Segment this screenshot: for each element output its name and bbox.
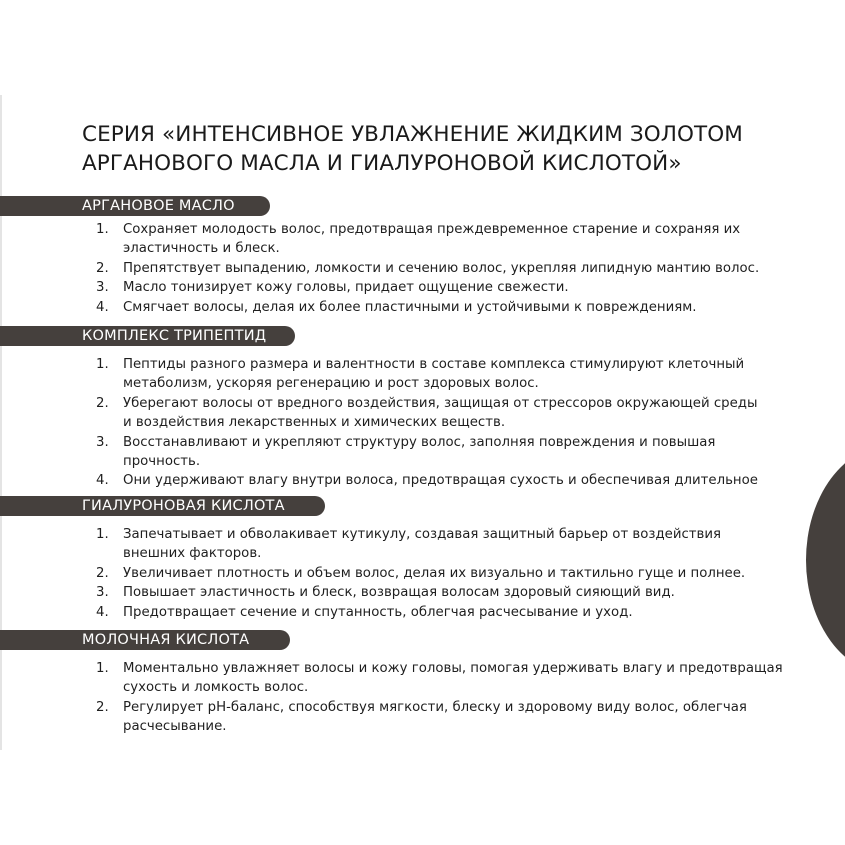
list-item: 1. Запечатывает и обволакивает кутикулу, создавая защитный барьер от воздействия внешних факторов.	[96, 527, 722, 562]
list-item: 1. Сохраняет молодость волос, предотвращая преждевременное старение и сохраняя их эластичность и блеск.	[96, 222, 741, 257]
section-lactic-acid	[0, 630, 820, 737]
title-line-2: АРГАНОВОГО МАСЛА И ГИАЛУРОНОВОЙ КИСЛОТОЙ»	[82, 151, 682, 176]
title-line-1: СЕРИЯ «ИНТЕНСИВНОЕ УВЛАЖНЕНИЕ ЖИДКИМ ЗОЛОТОМ	[82, 122, 743, 147]
section-hyaluronic-acid	[0, 496, 820, 622]
list-item: 3. Восстанавливают и укрепляют структуру волос, заполняя повреждения и повышая прочность.	[96, 434, 716, 470]
benefits-list	[0, 355, 820, 491]
section-heading-bar: КОМПЛЕКС ТРИПЕПТИД	[0, 326, 295, 346]
list-item: 3. Повышает эластичность и блеск, возвращая волосам здоровый сияющий вид.	[96, 585, 675, 601]
list-item: 2. Регулирует pH-баланс, способствуя мягкости, блеску и здоровому виду волос, облегчая расчесывание.	[96, 699, 747, 735]
list-item: 2. Увеличивает плотность и объем волос, делая их визуально и тактильно гуще и полнее.	[96, 565, 746, 581]
section-tripeptide-complex	[0, 326, 820, 491]
section-heading-bar: МОЛОЧНАЯ КИСЛОТА	[0, 630, 290, 650]
list-item: 1. Пептиды разного размера и валентности в составе комплекса стимулируют клеточный метаболизм, ускоряя регенерацию и рост здоровых волос.	[96, 357, 745, 392]
section-heading-bar: АРГАНОВОЕ МАСЛО	[0, 196, 270, 216]
benefits-list	[0, 220, 820, 317]
list-item: 4. Они удерживают влагу внутри волоса, предотвращая сухость и обеспечивая длительное	[96, 473, 758, 489]
section-argan-oil	[0, 196, 820, 317]
section-heading-bar: ГИАЛУРОНОВАЯ КИСЛОТА	[0, 496, 325, 516]
page-title	[82, 120, 822, 178]
list-item: 2. Препятствует выпадению, ломкости и сечению волос, укрепляя липидную мантию волос.	[96, 260, 760, 276]
list-item: 3. Масло тонизирует кожу головы, придает ощущение свежести.	[96, 280, 569, 296]
list-item: 1. Моментально увлажняет волосы и кожу головы, помогая удерживать влагу и предотвращая сухость и ломкость волос.	[96, 661, 783, 696]
benefits-list	[0, 659, 820, 737]
list-item: 4. Предотвращает сечение и спутанность, облегчая расчесывание и уход.	[96, 604, 633, 620]
list-item: 4. Смягчает волосы, делая их более пластичными и устойчивыми к повреждениям.	[96, 299, 697, 315]
benefits-list	[0, 525, 820, 622]
list-item: 2. Уберегают волосы от вредного воздействия, защищая от стрессоров окружающей среды и воздействия лекарственных и химических веществ.	[96, 395, 758, 431]
